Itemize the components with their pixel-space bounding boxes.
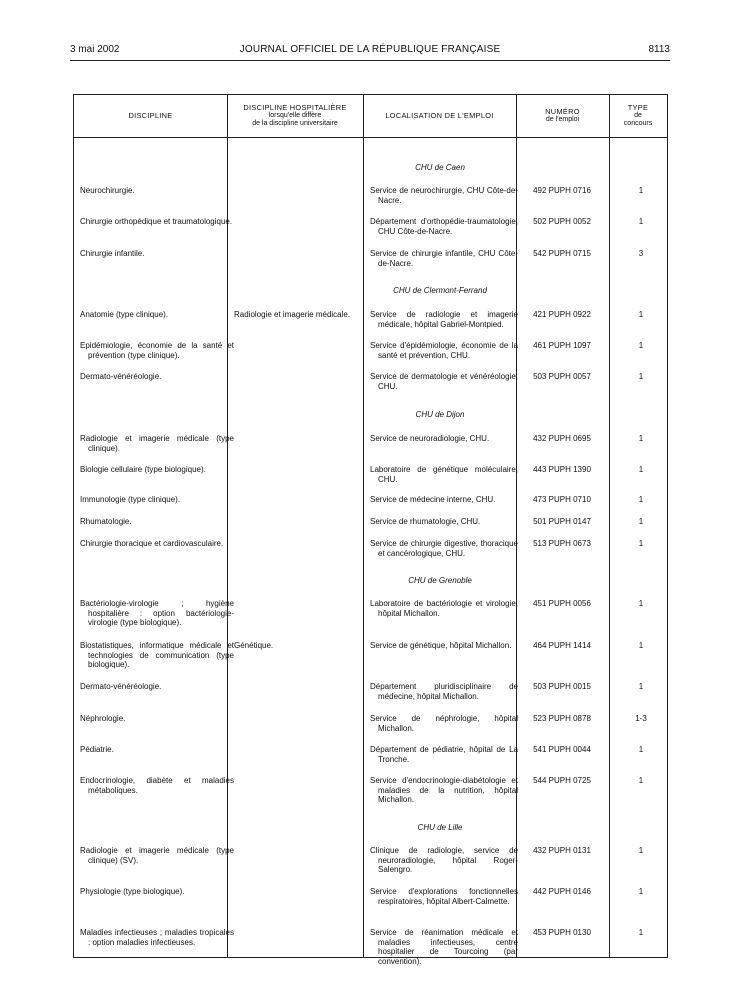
localisation-cell: Service de neurochirurgie, CHU Côte-de-Nacre.	[370, 186, 518, 205]
discipline-cell: Chirurgie orthopédique et traumatologique.	[80, 217, 233, 226]
header-row-divider	[74, 137, 667, 138]
localisation-cell: Service de médecine interne, CHU.	[370, 495, 496, 504]
localisation-cell: Département de pédiatrie, hôpital de La Tronche.	[370, 745, 518, 764]
numero-cell: 453 PUPH 0130	[533, 928, 591, 937]
numero-cell: 503 PUPH 0015	[533, 682, 591, 691]
localisation-cell: Service de dermatologie et vénéréologie, CHU.	[370, 372, 518, 391]
type-cell: 1	[638, 745, 644, 754]
discipline-cell: Immunologie (type clinique).	[80, 495, 181, 504]
discipline-cell: Chirurgie thoracique et cardiovasculaire.	[80, 539, 224, 548]
numero-cell: 473 PUPH 0710	[533, 495, 591, 504]
column-header-numero	[516, 95, 609, 137]
column-header-discipline-label: DISCIPLINE	[128, 111, 173, 120]
chu-heading: CHU de Grenoble	[408, 576, 472, 585]
discipline-cell: Biostatistiques, informatique médicale et technologies de communication (type biologique).	[80, 641, 234, 670]
column-header-numero-line1: NUMÉRO	[545, 107, 580, 116]
type-cell: 1	[638, 641, 644, 650]
column-header-localisation	[363, 95, 516, 137]
type-cell: 1	[638, 495, 644, 504]
type-cell: 1	[638, 887, 644, 896]
discipline-cell: Anatomie (type clinique).	[80, 310, 169, 319]
localisation-cell: Service de réanimation médicale et maladies infectieuses, centre hospitalier de Tourcoing (par convention).	[370, 928, 518, 966]
hospital-discipline-cell: Génétique.	[234, 641, 274, 650]
chu-heading: CHU de Lille	[417, 823, 463, 832]
numero-cell: 421 PUPH 0922	[533, 310, 591, 319]
type-cell: 1	[638, 539, 644, 548]
discipline-cell: Endocrinologie, diabète et maladies métaboliques.	[80, 776, 234, 795]
numero-cell: 502 PUPH 0052	[533, 217, 591, 226]
numero-cell: 501 PUPH 0147	[533, 517, 591, 526]
type-cell: 1	[638, 846, 644, 855]
discipline-cell: Néphrologie.	[80, 714, 126, 723]
column-header-discipline	[74, 95, 227, 137]
type-cell: 1	[638, 776, 644, 785]
type-cell: 1	[638, 682, 644, 691]
chu-heading: CHU de Clermont-Ferrand	[393, 286, 487, 295]
discipline-cell: Rhumatologie.	[80, 517, 132, 526]
numero-cell: 544 PUPH 0725	[533, 776, 591, 785]
publication-date: 3 mai 2002	[70, 44, 120, 55]
numero-cell: 541 PUPH 0044	[533, 745, 591, 754]
column-header-hosp-line1: DISCIPLINE HOSPITALIÈRE	[243, 103, 347, 112]
type-cell: 1	[638, 517, 644, 526]
column-header-type-line2: de	[634, 112, 642, 119]
type-cell: 1	[638, 310, 644, 319]
column-header-type-line3: concours	[623, 120, 653, 127]
discipline-cell: Biologie cellulaire (type biologique).	[80, 465, 206, 474]
localisation-cell: Service d'endocrinologie-diabétologie et maladies de la nutrition, hôpital Michallon.	[370, 776, 518, 805]
localisation-cell: Laboratoire de génétique moléculaire, CHU.	[370, 465, 518, 484]
discipline-cell: Physiologie (type biologique).	[80, 887, 185, 896]
discipline-cell: Epidémiologie, économie de la santé et prévention (type clinique).	[80, 341, 234, 360]
discipline-cell: Pédiatrie.	[80, 745, 114, 754]
column-header-hospital-discipline	[227, 95, 363, 137]
localisation-cell: Service d'épidémiologie, économie de la santé et prévention, CHU.	[370, 341, 518, 360]
header-rule	[70, 60, 670, 61]
numero-cell: 432 PUPH 0131	[533, 846, 591, 855]
discipline-cell: Dermato-vénéréologie.	[80, 682, 162, 691]
localisation-cell: Laboratoire de bactériologie et virologie, hôpital Michallon.	[370, 599, 518, 618]
discipline-cell: Neurochirurgie.	[80, 186, 135, 195]
type-cell: 1-3	[635, 714, 647, 723]
discipline-cell: Maladies infectieuses ; maladies tropicales : option maladies infectieuses.	[80, 928, 234, 947]
localisation-cell: Service de radiologie et imagerie médicale, hôpital Gabriel-Montpied.	[370, 310, 518, 329]
chu-heading: CHU de Dijon	[415, 410, 465, 419]
localisation-cell: Clinique de radiologie, service de neuroradiologie, hôpital Roger-Salengro.	[370, 846, 518, 875]
localisation-cell: Service de chirurgie infantile, CHU Côte-de-Nacre.	[370, 249, 518, 268]
localisation-cell: Service de neuroradiologie, CHU.	[370, 434, 490, 443]
column-header-numero-line2: de l'emploi	[545, 116, 580, 123]
column-header-localisation-label: LOCALISATION DE L'EMPLOI	[385, 111, 494, 120]
journal-title: JOURNAL OFFICIEL DE LA RÉPUBLIQUE FRANÇAISE	[239, 44, 501, 55]
localisation-cell: Département pluridisciplinaire de médecine, hôpital Michallon.	[370, 682, 518, 701]
type-cell: 1	[638, 186, 644, 195]
type-cell: 1	[638, 928, 644, 937]
page-number: 8113	[648, 44, 670, 55]
numero-cell: 542 PUPH 0715	[533, 249, 591, 258]
type-cell: 1	[638, 465, 644, 474]
page-header	[70, 44, 670, 58]
discipline-cell: Bactériologie-virologie ; hygiène hospitalière : option bactériologie-virologie (type biologique).	[80, 599, 234, 628]
localisation-cell: Service d'explorations fonctionnelles respiratoires, hôpital Albert-Calmette.	[370, 887, 518, 906]
discipline-cell: Chirurgie infantile.	[80, 249, 145, 258]
discipline-cell: Dermato-vénéréologie.	[80, 372, 162, 381]
numero-cell: 461 PUPH 1097	[533, 341, 591, 350]
type-cell: 1	[638, 599, 644, 608]
numero-cell: 442 PUPH 0146	[533, 887, 591, 896]
localisation-cell: Service de rhumatologie, CHU.	[370, 517, 481, 526]
column-divider	[609, 95, 610, 957]
positions-table	[73, 94, 668, 966]
localisation-cell: Service de néphrologie, hôpital Michallon.	[370, 714, 518, 733]
localisation-cell: Département d'orthopédie-traumatologie, CHU Côte-de-Nacre.	[370, 217, 518, 236]
type-cell: 1	[638, 434, 644, 443]
type-cell: 1	[638, 217, 644, 226]
localisation-cell: Service de chirurgie digestive, thoracique et cancérologique, CHU.	[370, 539, 518, 558]
column-header-hosp-line3: de la discipline universitaire	[252, 120, 338, 127]
numero-cell: 443 PUPH 1390	[533, 465, 591, 474]
discipline-cell: Radiologie et imagerie médicale (type clinique) (SV).	[80, 846, 234, 865]
numero-cell: 464 PUPH 1414	[533, 641, 591, 650]
numero-cell: 451 PUPH 0056	[533, 599, 591, 608]
discipline-cell: Radiologie et imagerie médicale (type clinique).	[80, 434, 234, 453]
numero-cell: 432 PUPH 0695	[533, 434, 591, 443]
type-cell: 3	[638, 249, 644, 258]
column-header-type-line1: TYPE	[627, 103, 649, 112]
numero-cell: 513 PUPH 0673	[533, 539, 591, 548]
column-header-type	[609, 95, 667, 137]
chu-heading: CHU de Caen	[415, 163, 465, 172]
hospital-discipline-cell: Radiologie et imagerie médicale.	[234, 310, 351, 319]
type-cell: 1	[638, 372, 644, 381]
numero-cell: 492 PUPH 0716	[533, 186, 591, 195]
localisation-cell: Service de génétique, hôpital Michallon.	[370, 641, 512, 650]
numero-cell: 503 PUPH 0057	[533, 372, 591, 381]
column-header-hosp-line2: lorsqu'elle diffère	[268, 112, 322, 119]
numero-cell: 523 PUPH 0878	[533, 714, 591, 723]
type-cell: 1	[638, 341, 644, 350]
